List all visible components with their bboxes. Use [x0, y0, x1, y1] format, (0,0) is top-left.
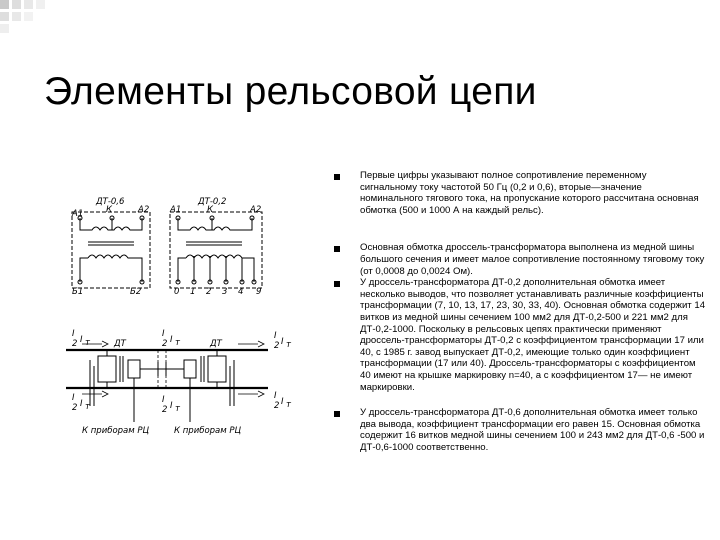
dt02-terminal-4: 4: [238, 287, 244, 297]
bullet-marker: [334, 281, 340, 287]
dt02-terminal-a1: А1: [170, 205, 182, 215]
current-denominator-bottom-left: 2: [72, 403, 78, 413]
dt02-terminal-1: 1: [190, 287, 196, 297]
current-subscript-bottom-right: т: [286, 400, 291, 410]
dt06-terminal-b1: Б1: [72, 287, 84, 297]
dt06-schematic: [72, 212, 150, 288]
current-bottom-mid: I: [170, 401, 173, 411]
corner-decoration: [0, 0, 60, 40]
current-subscript-top-left: т: [85, 338, 90, 348]
current-denominator-top-right: 2: [274, 341, 280, 351]
current-bottom-left: I: [80, 399, 83, 409]
current-denominator-bottom-right: 2: [274, 401, 280, 411]
bullet-text: У дроссель-трансформатора ДТ-0,2 дополнительная обмотка имеет несколько выводов, что позволяет устанавливать различные коэффициенты трансформации (7, 10, 13, 17, 23, 30, 33, 40). Основная обмотка содержит 14 витков из медной шины сечением 100 мм2 для ДТ-0,2-500 и 221 мм2 для ДТ-0,2-1000. Поскольку в рельсовых цепях практически применяют дроссель-трансформаторы ДТ-0,2 с коэффициентом трансформации 17 или 40, с 1985 г. завод выпускает ДТ-0,2, имеющие только один коэффициент трансформации (17 или 40). Дроссель-трансформаторы с коэффициентом 40 имеют на крышке маркировку n=40, а с коэффициентом 17— не имеют маркировки.: [360, 277, 706, 393]
current-subscript-bottom-mid: т: [175, 404, 180, 414]
current-subscript-top-right: т: [286, 340, 291, 350]
dt02-schematic: [170, 212, 262, 288]
slide-title: Элементы рельсовой цепи: [44, 70, 537, 113]
dt02-terminal-0: 0: [174, 287, 180, 297]
bullet-item: [334, 170, 706, 216]
choke-transformer-diagram: [62, 190, 294, 435]
dt02-terminal-2: 2: [206, 287, 212, 297]
dt06-terminal-a1: А1: [72, 209, 84, 219]
bullet-item: [334, 407, 706, 453]
bullet-marker: [334, 174, 340, 180]
current-half-top-right: I: [274, 331, 277, 341]
current-bottom-right: I: [281, 397, 284, 407]
current-top-mid: I: [170, 335, 173, 345]
bullet-text: Основная обмотка дроссель-трансформатора выполнена из медной шины большого сечения и имеет малое сопротивление постоянному тяговому току (от 0,0008 до 0,0024 Ом).: [360, 242, 705, 277]
bullet-marker: [334, 411, 340, 417]
current-top-right: I: [281, 337, 284, 347]
to-devices-left: К приборам РЦ: [82, 426, 150, 435]
bullet-item: [334, 277, 706, 393]
current-subscript-top-mid: т: [175, 338, 180, 348]
dt06-terminal-a2: А2: [138, 205, 150, 215]
current-top-left: I: [80, 335, 83, 345]
current-half-top-mid: I: [162, 329, 165, 339]
bullet-list: [334, 170, 706, 453]
current-half-bottom-mid: I: [162, 395, 165, 405]
dt02-terminal-a2: А2: [250, 205, 262, 215]
current-denominator-top-left: 2: [72, 339, 78, 349]
bullet-text: У дроссель-трансформатора ДТ-0,6 дополнительная обмотка имеет только два вывода, коэффициент трансформации его равен 15. Основная обмотка содержит 16 витков медной шины сечением 100 и 243 мм2 для ДТ-0,6 -500 и ДТ-0,6-1000 соответственно.: [360, 407, 705, 453]
current-half-bottom-left: I: [72, 393, 75, 403]
dt06-terminal-b2: Б2: [130, 287, 142, 297]
bullet-text: Первые цифры указывают полное сопротивление переменному сигнальному току частотой 50 Гц (0,2 и 0,6), вторые—значение номинального тягового тока, на пропускание которого рассчитана основная обмотка (500 и 1000 А на каждый рельс).: [360, 170, 699, 216]
dt02-label: ДТ-0,2: [198, 197, 227, 207]
dt06-label: ДТ-0,6: [96, 197, 125, 207]
bullet-marker: [334, 246, 340, 252]
dt02-terminal-k: К: [207, 205, 214, 215]
to-devices-right: К приборам РЦ: [174, 426, 242, 435]
current-denominator-top-mid: 2: [162, 339, 168, 349]
dt02-terminal-9: 9: [256, 287, 262, 297]
bullet-item: [334, 242, 706, 277]
current-half-top-left: I: [72, 329, 75, 339]
dt02-terminal-3: 3: [222, 287, 228, 297]
dt06-terminal-k: К: [106, 205, 113, 215]
current-denominator-bottom-mid: 2: [162, 405, 168, 415]
current-half-bottom-right: I: [274, 391, 277, 401]
dt-label-right: ДТ: [210, 339, 222, 349]
dt-label-left: ДТ: [114, 339, 126, 349]
current-subscript-bottom-left: т: [85, 402, 90, 412]
